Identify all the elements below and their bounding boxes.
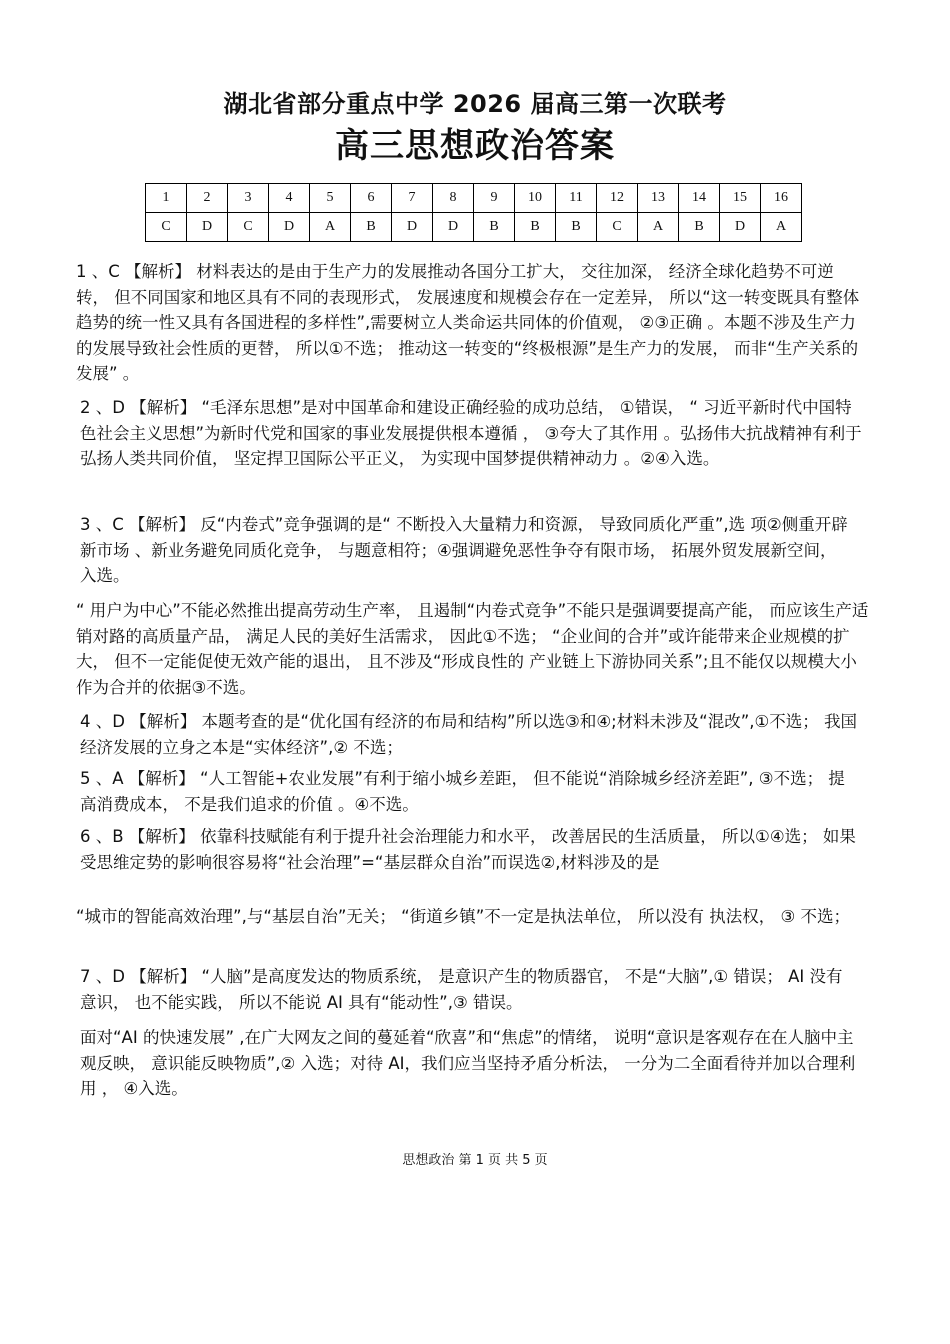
question-number: 3 [228, 184, 269, 213]
answer-letter: D [433, 213, 474, 242]
answer-table [145, 183, 802, 242]
answer-letter: B [474, 213, 515, 242]
explanation-q6-continued: “城市的智能高效治理”,与“基层自治”无关； “街道乡镇”不一定是执法单位， 所以没有 执法权， ③ 不选； [76, 907, 851, 926]
question-number: 6 [351, 184, 392, 213]
question-number: 11 [556, 184, 597, 213]
explanation-q3: 3 、C 【解析】 反“内卷式”竞争强调的是“ 不断投入大量精力和资源， 导致同质化严重”,选 项②侧重开辟新市场 、新业务避免同质化竞争， 与题意相符；④强调避免恶性争夺有限市场， 拓展外贸发展新空间， 入选。 [80, 515, 848, 585]
answer-letter: C [597, 213, 638, 242]
explanation-q1: 1 、C 【解析】 材料表达的是由于生产力的发展推动各国分工扩大， 交往加深， 经济全球化趋势不可逆转， 但不同国家和地区具有不同的表现形式， 发展速度和规模会存在一定差异， 所以“这一转变既具有整体趋势的统一性又具有各国进程的多样性”,需要树立人类命运共同体的价值观， ②③正确 。本题不涉及生产力的发展导致社会性质的更替， 所以①不选； 推动这一转变的“终极根源”是生产力的发展， 而非“生产关系的发展” 。 [76, 262, 860, 383]
answer-letter: D [392, 213, 433, 242]
answer-title: 高三思想政治答案 [335, 126, 615, 166]
answer-letter: C [228, 213, 269, 242]
question-number: 7 [392, 184, 433, 213]
question-number: 16 [761, 184, 802, 213]
question-number: 15 [720, 184, 761, 213]
answer-letter: D [269, 213, 310, 242]
question-number: 1 [146, 184, 187, 213]
answer-letter: B [351, 213, 392, 242]
question-number: 2 [187, 184, 228, 213]
answer-row [146, 213, 802, 242]
explanation-q6: 6 、B 【解析】 依靠科技赋能有利于提升社会治理能力和水平， 改善居民的生活质量， 所以①④选； 如果受思维定势的影响很容易将“社会治理”=“基层群众自治”而误选②,材料涉及的是 [80, 827, 856, 872]
exam-title: 湖北省部分重点中学 2026 届高三第一次联考 [223, 90, 727, 118]
question-number: 14 [679, 184, 720, 213]
answer-letter: D [187, 213, 228, 242]
question-number: 13 [638, 184, 679, 213]
question-number: 4 [269, 184, 310, 213]
answer-letter: D [720, 213, 761, 242]
answer-letter: B [515, 213, 556, 242]
page-footer: 思想政治 第 1 页 共 5 页 [402, 1153, 548, 1168]
question-number: 5 [310, 184, 351, 213]
explanation-q4: 4 、D 【解析】 本题考查的是“优化国有经济的布局和结构”所以选③和④;材料未涉及“混改”,①不选； 我国经济发展的立身之本是“实体经济”,② 不选； [80, 712, 858, 757]
answer-letter: A [638, 213, 679, 242]
question-number-row [146, 184, 802, 213]
explanation-q7-continued: 面对“AI 的快速发展” ,在广大网友之间的蔓延着“欣喜”和“焦虑”的情绪， 说明“意识是客观存在在人脑中主观反映， 意识能反映物质”,② 入选；对待 AI，我们应当坚持矛盾分析法， 一分为二全面看待并加以合理利用 ， ④入选。 [80, 1028, 856, 1098]
answer-letter: A [761, 213, 802, 242]
answer-letter: B [556, 213, 597, 242]
answer-letter: C [146, 213, 187, 242]
question-number: 10 [515, 184, 556, 213]
answer-letter: B [679, 213, 720, 242]
question-number: 9 [474, 184, 515, 213]
explanation-q5: 5 、A 【解析】 “人工智能+农业发展”有利于缩小城乡差距， 但不能说“消除城乡经济差距”, ③不选； 提高消费成本， 不是我们追求的价值 。④不选。 [80, 769, 845, 814]
explanation-q7: 7 、D 【解析】 “人脑”是高度发达的物质系统， 是意识产生的物质器官， 不是“大脑”,① 错误； AI 没有意识， 也不能实践， 所以不能说 AI 具有“能动性”,③ 错误。 [80, 967, 843, 1012]
question-number: 8 [433, 184, 474, 213]
explanation-q3-continued: “ 用户为中心”不能必然推出提高劳动生产率， 且遏制“内卷式竞争”不能只是强调要提高产能， 而应该生产适销对路的高质量产品， 满足人民的美好生活需求， 因此①不选； “企业间的合并”或许能带来企业规模的扩大， 但不一定能促使无效产能的退出， 且不涉及“形成良性的 产业链上下游协同关系”;且不能仅以规模大小作为合并的依据③不选。 [76, 601, 869, 697]
explanation-q2: 2 、D 【解析】 “毛泽东思想”是对中国革命和建设正确经验的成功总结， ①错误， “ 习近平新时代中国特色社会主义思想”为新时代党和国家的事业发展提供根本遵循 ， ③夸大了其作用 。弘扬伟大抗战精神有利于弘扬人类共同价值， 坚定捍卫国际公平正义， 为实现中国梦提供精神动力 。②④入选。 [80, 398, 862, 468]
question-number: 12 [597, 184, 638, 213]
answer-letter: A [310, 213, 351, 242]
